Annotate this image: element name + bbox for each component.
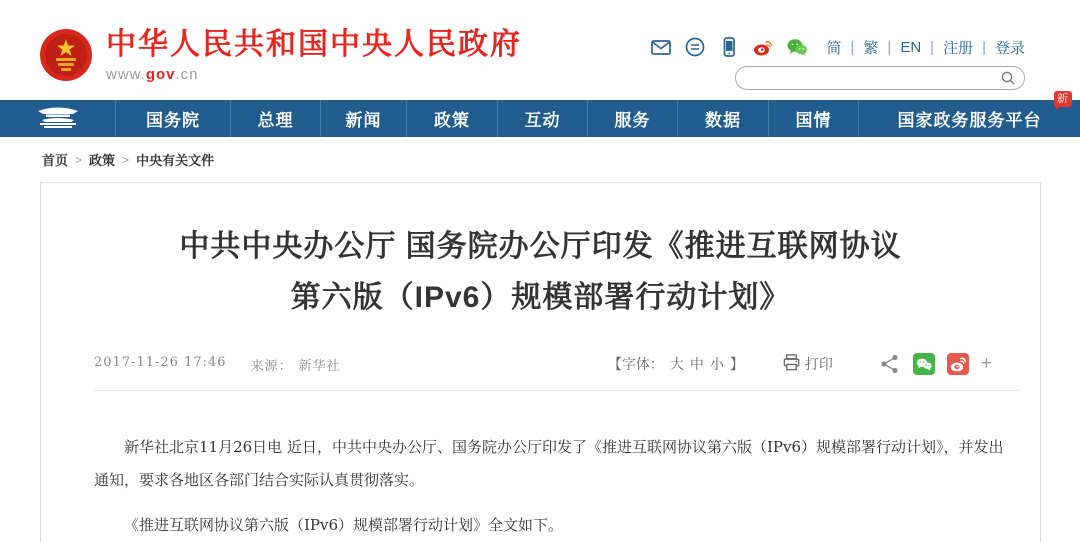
source-label: 来源：	[250, 358, 293, 374]
nav-item-label: 新闻	[345, 111, 382, 130]
nav-item-gov-service-platform[interactable]	[858, 93, 1080, 137]
breadcrumb-home[interactable]: 首页	[42, 153, 69, 168]
national-emblem-icon	[38, 26, 94, 84]
publish-date: 2017-11-26 17:46	[94, 354, 227, 370]
nav-item-data[interactable]	[677, 100, 768, 137]
search-bar	[735, 66, 1025, 90]
header-quick-links	[650, 36, 1025, 58]
site-header	[0, 0, 1080, 100]
font-label-close: 】	[729, 356, 744, 372]
mobile-icon[interactable]	[718, 36, 740, 58]
article-meta-right	[608, 353, 992, 375]
article-title-line1: 中共中央办公厅 国务院办公厅印发《推进互联网协议	[179, 230, 902, 263]
nav-item-label: 数据	[705, 111, 741, 130]
nav-home[interactable]	[0, 100, 115, 137]
share-group	[879, 353, 992, 375]
print-label: 打印	[804, 356, 833, 372]
nav-item-label: 国家政务服务平台	[897, 111, 1042, 130]
font-size-control	[608, 354, 744, 374]
article-paragraph: 《推进互联网协议第六版（IPv6）规模部署行动计划》全文如下。	[124, 516, 564, 534]
nav-item-premier[interactable]	[230, 100, 320, 137]
nav-item-policy[interactable]	[406, 100, 497, 137]
lang-english-link[interactable]: EN	[900, 38, 922, 56]
lang-links	[826, 37, 1025, 58]
tiananmen-icon	[34, 103, 82, 134]
site-title: 中华人民共和国中央人民政府	[106, 28, 522, 61]
breadcrumb-policy[interactable]: 政策	[89, 153, 116, 168]
lang-separator: |	[887, 38, 892, 56]
quick-icons	[650, 36, 808, 58]
breadcrumb-separator: >	[75, 152, 83, 167]
nav-item-label: 国情	[795, 111, 832, 130]
font-size-small-button[interactable]: 小	[709, 356, 724, 372]
font-size-large-button[interactable]: 大	[669, 356, 684, 372]
wechat-icon[interactable]	[786, 36, 808, 58]
font-size-medium-button[interactable]: 中	[689, 356, 704, 372]
lang-separator: |	[930, 38, 935, 56]
comment-icon[interactable]	[684, 36, 706, 58]
mail-icon[interactable]	[650, 36, 672, 58]
printer-icon	[782, 353, 801, 375]
lang-separator: |	[850, 38, 855, 56]
register-link[interactable]: 注册	[943, 39, 974, 57]
article-meta	[41, 353, 1040, 375]
lang-separator: |	[982, 38, 986, 56]
nav-item-news[interactable]	[320, 100, 406, 137]
site-url: www.gov.cn	[106, 66, 199, 83]
breadcrumb	[42, 150, 1080, 169]
article-title	[41, 221, 1040, 323]
nav-item-label: 总理	[257, 111, 294, 130]
share-icon[interactable]	[879, 353, 901, 375]
nav-item-national-conditions[interactable]	[768, 100, 858, 137]
nav-item-label: 政策	[434, 111, 470, 130]
nav-item-label: 服务	[614, 111, 651, 130]
nav-item-label: 互动	[524, 111, 561, 130]
search-icon[interactable]	[1000, 70, 1016, 86]
main-nav	[0, 93, 1080, 137]
lang-simplified-link[interactable]: 简	[826, 39, 842, 57]
article-meta-left	[94, 355, 341, 374]
font-label-open: 【字体：	[607, 356, 664, 372]
article-container	[40, 182, 1041, 542]
more-share-button[interactable]: +	[980, 353, 992, 374]
breadcrumb-separator: >	[122, 152, 130, 167]
source-value[interactable]: 新华社	[298, 358, 341, 374]
nav-item-state-council[interactable]	[115, 100, 230, 137]
login-link[interactable]: 登录	[994, 39, 1025, 57]
new-badge: 新	[1054, 91, 1072, 107]
article-title-line2: 第六版（IPv6）规模部署行动计划》	[290, 281, 791, 314]
site-logo[interactable]	[38, 26, 522, 86]
weibo-icon[interactable]	[752, 36, 774, 58]
print-button[interactable]	[782, 353, 833, 375]
article-body	[41, 431, 1040, 542]
nav-item-services[interactable]	[587, 100, 677, 137]
nav-item-interaction[interactable]	[497, 100, 587, 137]
nav-item-label: 国务院	[146, 111, 200, 130]
article-paragraph: 新华社北京11月26日电 近日，中共中央办公厅、国务院办公厅印发了《推进互联网协议第六版（IPv6）规模部署行动计划》，并发出通知，要求各地区各部门结合实际认真贯彻落实。	[94, 438, 1004, 489]
search-input[interactable]	[748, 68, 1000, 88]
meta-divider	[94, 390, 1020, 391]
share-wechat-icon[interactable]	[913, 353, 935, 375]
lang-traditional-link[interactable]: 繁	[863, 39, 879, 57]
logo-text	[106, 26, 522, 86]
share-weibo-icon[interactable]	[947, 353, 969, 375]
breadcrumb-current: 中央有关文件	[136, 153, 215, 168]
